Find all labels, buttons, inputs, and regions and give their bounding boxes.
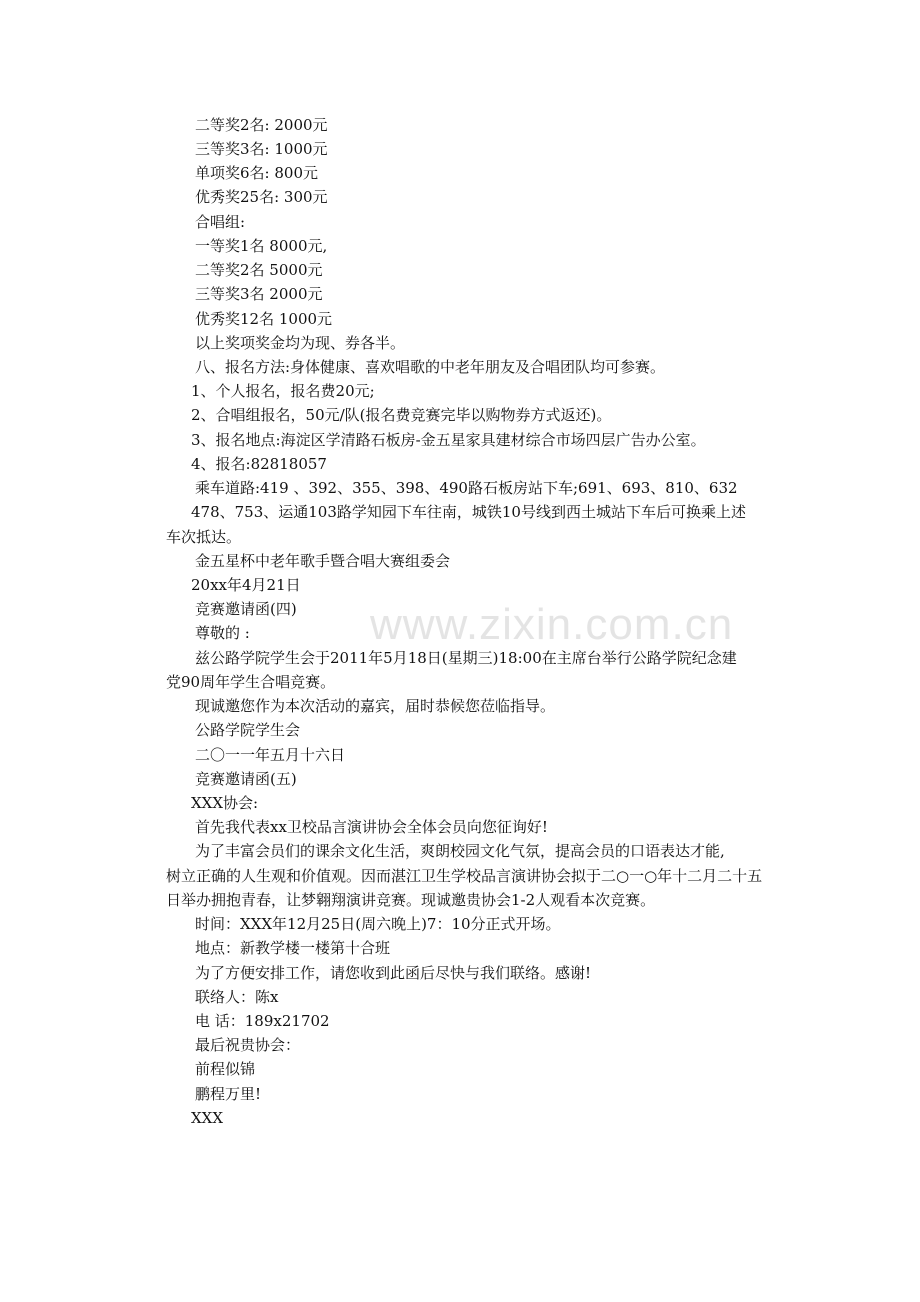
text-line: 单项奖6名: 800元 <box>195 164 318 182</box>
text-line: 地点：新教学楼一楼第十合班 <box>195 939 391 957</box>
text-line: 竞赛邀请函(四) <box>195 600 297 618</box>
watermark: www.zixin.com.cn <box>370 600 734 649</box>
text-line: 鹏程万里! <box>195 1085 262 1103</box>
text-line: 现诚邀您作为本次活动的嘉宾，届时恭候您莅临指导。 <box>195 697 556 715</box>
text-line: 竞赛邀请函(五) <box>195 770 297 788</box>
text-line: 党90周年学生合唱竞赛。 <box>166 673 336 691</box>
text-line: XXX协会: <box>191 794 259 812</box>
text-line: 车次抵达。 <box>166 528 242 546</box>
text-line: 最后祝贵协会： <box>195 1036 301 1054</box>
text-line: 兹公路学院学生会于2011年5月18日(星期三)18:00在主席台举行公路学院纪念建 <box>195 649 737 667</box>
text-line: 时间：XXX年12月25日(周六晚上)7：10分正式开场。 <box>195 915 561 933</box>
text-line: 三等奖3名: 1000元 <box>195 140 328 158</box>
text-line: 日举办拥抱青春，让梦翱翔演讲竞赛。现诚邀贵协会1-2人观看本次竞赛。 <box>166 891 656 909</box>
text-line: 为了丰富会员们的课余文化生活，爽朗校园文化气氛，提高会员的口语表达才能, <box>195 842 725 860</box>
text-line: 二等奖2名 5000元 <box>195 261 323 279</box>
text-line: 一等奖1名 8000元, <box>195 237 328 255</box>
text-line: 优秀奖12名 1000元 <box>195 310 333 328</box>
text-line: 树立正确的人生观和价值观。因而湛江卫生学校品言演讲协会拟于二○一○年十二月二十五 <box>166 867 763 885</box>
text-line: 三等奖3名 2000元 <box>195 285 323 303</box>
text-line: 联络人：陈x <box>195 988 279 1006</box>
text-line: 二等奖2名: 2000元 <box>195 116 328 134</box>
text-line: 20xx年4月21日 <box>191 576 301 594</box>
text-line: 尊敬的 : <box>195 624 250 642</box>
text-line: 478、753、运通103路学知园下车往南，城铁10号线到西土城站下车后可换乘上述 <box>191 503 746 521</box>
text-line: 4、报名:82818057 <box>191 455 327 473</box>
text-line: 八、报名方法:身体健康、喜欢唱歌的中老年朋友及合唱团队均可参赛。 <box>195 358 666 376</box>
text-line: 前程似锦 <box>195 1060 256 1078</box>
text-line: 1、个人报名，报名费20元; <box>191 382 375 400</box>
text-line: 公路学院学生会 <box>195 721 301 739</box>
text-line: XXX <box>191 1109 224 1127</box>
text-line: 首先我代表xx卫校品言演讲协会全体会员向您征询好! <box>195 818 548 836</box>
text-line: 合唱组: <box>195 213 246 231</box>
text-line: 为了方便安排工作，请您收到此函后尽快与我们联络。感谢! <box>195 964 592 982</box>
text-line: 乘车道路:419 、392、355、398、490路石板房站下车;691、693、810、632 <box>195 479 738 497</box>
text-line: 二〇一一年五月十六日 <box>195 746 346 764</box>
text-line: 2、合唱组报名，50元/队(报名费竞赛完毕以购物券方式返还)。 <box>191 406 612 424</box>
text-line: 以上奖项奖金均为现、券各半。 <box>195 334 406 352</box>
text-line: 电 话：189x21702 <box>195 1012 330 1030</box>
text-line: 金五星杯中老年歌手暨合唱大赛组委会 <box>195 552 451 570</box>
text-line: 3、报名地点:海淀区学清路石板房-金五星家具建材综合市场四层广告办公室。 <box>191 431 706 449</box>
text-line: 优秀奖25名: 300元 <box>195 188 328 206</box>
